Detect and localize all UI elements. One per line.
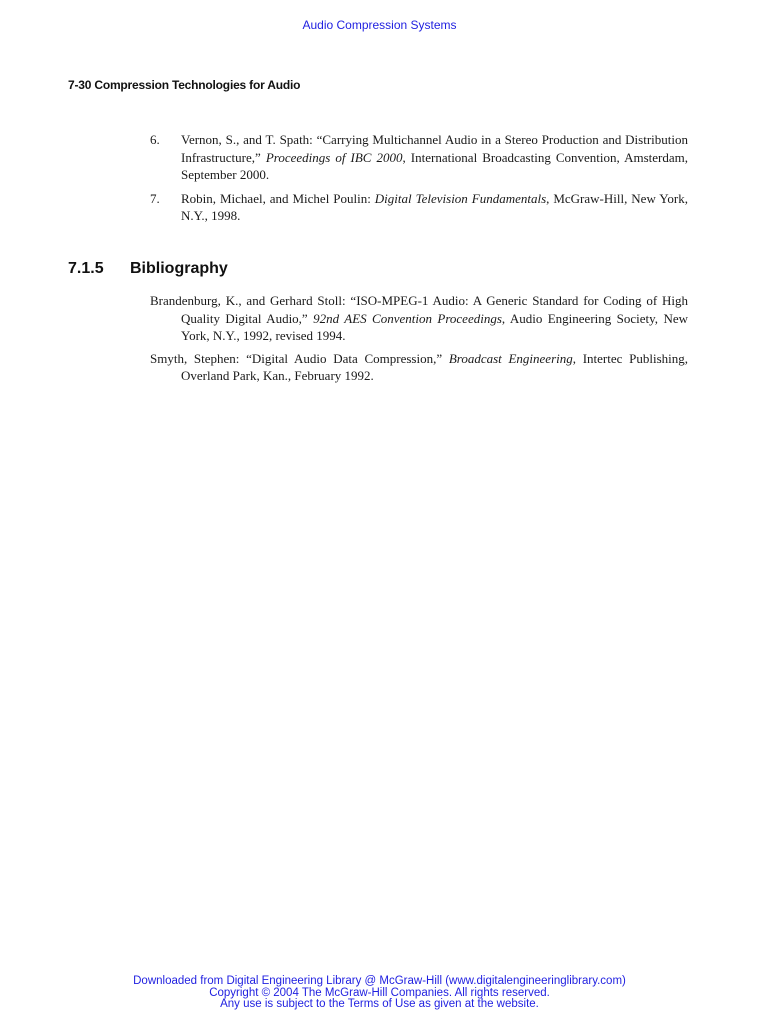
reference-title: Proceedings of IBC 2000 [265,149,403,165]
reference-item [150,190,688,225]
footer-terms-link[interactable]: Any use is subject to the Terms of Use as given at the website. [220,998,539,1010]
bibliography-list [150,292,688,390]
reference-list [150,131,688,231]
reference-text: Vernon, S., and T. Spath: “Carrying Multichannel Audio in a Stereo Production and Distribution Infrastructure,” Proceedings of IBC 2000, International Broadcasting Convention, Amsterdam, September 2000. [181,132,688,182]
running-head: 7-30 Compression Technologies for Audio [68,78,301,92]
top-link[interactable]: Audio Compression Systems [302,18,457,32]
footer-download-link[interactable]: Downloaded from Digital Engineering Library @ McGraw-Hill (www.digitalengineeringlibrary.com) [133,975,626,987]
reference-title: Digital Television Fundamentals [374,190,547,206]
bibliography-title: 92nd AES Convention Proceedings [313,310,502,326]
section-title: Bibliography [130,260,228,277]
bibliography-entry: Smyth, Stephen: “Digital Audio Data Compression,” Broadcast Engineering, Intertec Publishing, Overland Park, Kan., February 1992. [150,350,688,383]
section-number: 7.1.5 [68,260,104,277]
bibliography-title: Broadcast Engineering [448,350,573,366]
bibliography-entry: Brandenburg, K., and Gerhard Stoll: “ISO-MPEG-1 Audio: A Generic Standard for Coding of High Quality Digital Audio,” 92nd AES Convention Proceedings, Audio Engineering Society, New York, N.Y., 1992, revised 1994. [150,293,688,343]
footer-copyright: Copyright © 2004 The McGraw-Hill Companies. All rights reserved. [209,986,550,999]
footer [0,976,759,1011]
reference-number: 6. [150,132,160,147]
reference-item [150,131,688,184]
reference-number: 7. [150,190,160,206]
reference-text: Robin, Michael, and Michel Poulin: Digital Television Fundamentals, McGraw-Hill, New York, N.Y., 1998. [181,190,688,223]
section-heading [68,260,228,278]
